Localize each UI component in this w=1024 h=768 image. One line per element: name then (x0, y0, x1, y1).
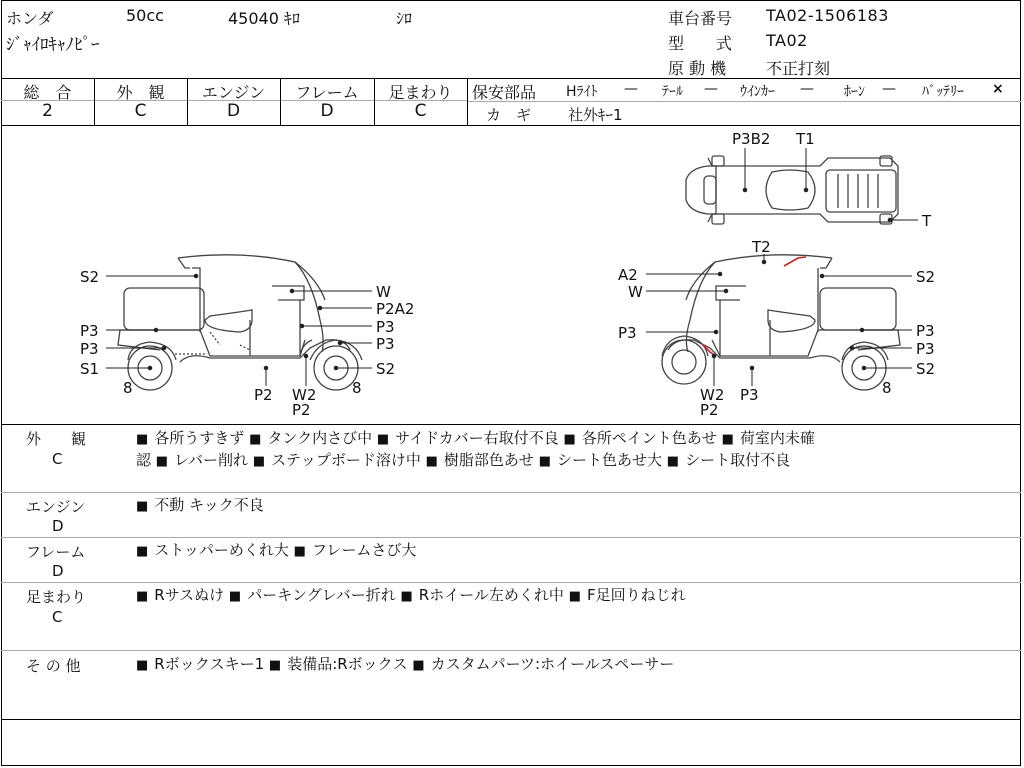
remark-item: ■ シート取付不良 (667, 451, 790, 469)
divider (1, 492, 1021, 493)
divider (1, 650, 1021, 651)
remark-item: ■ カスタムパーツ:ホイールスペーサー (412, 655, 674, 673)
engine-value: 不正打刻 (766, 59, 831, 78)
label-w: W (376, 283, 391, 301)
label-p3: P3 (916, 340, 935, 358)
key-value: 社外ｷｰ1 (568, 106, 623, 124)
remark-exterior-grade: C (52, 450, 63, 468)
damage-marks (702, 257, 806, 356)
label-p3: P3 (376, 335, 395, 353)
displacement: 50cc (126, 6, 164, 25)
mileage: 45040 ｷﾛ (228, 9, 300, 28)
maker: ホンダ (6, 9, 54, 28)
grade-suspension-label: 足まわり (388, 83, 453, 102)
left-leader-lines (106, 274, 372, 386)
remark-item: ■ 各所うすきず (136, 429, 244, 447)
grade-engine-value: D (226, 101, 241, 121)
remark-exterior-line2 (136, 449, 790, 473)
label-w2: W2 (292, 386, 317, 404)
grade-engine-label: エンジン (201, 83, 266, 102)
label-t1: T1 (796, 130, 815, 148)
remark-frame-label: フレーム (26, 543, 86, 561)
label-p3: P3 (80, 340, 99, 358)
remark-item: ■ レバー削れ (156, 451, 248, 469)
safety-horn-label: ﾎｰﾝ (844, 84, 865, 100)
remark-item: ■ ステップボード溶け中 (253, 451, 421, 469)
safety-tail-value: — (704, 81, 718, 97)
left-scooter-drawing (118, 255, 362, 390)
grade-frame-label: フレーム (295, 83, 359, 102)
type-label: 型 式 (668, 34, 733, 53)
label-s2: S2 (376, 360, 396, 378)
remark-engine-line1 (136, 494, 264, 518)
safety-headlight-value: — (624, 81, 638, 97)
remark-item: ■ 荷室内未確 (722, 429, 815, 447)
chassis-label: 車台番号 (668, 9, 733, 28)
divider (1, 719, 1021, 720)
remark-item: ■ Rボックスキー1 (136, 655, 264, 673)
remark-item: ■ F足回りねじれ (569, 586, 686, 604)
remark-item: ■ パーキングレバー折れ (229, 586, 396, 604)
divider (1, 537, 1021, 538)
remark-item: ■ シート色あせ大 (539, 451, 662, 469)
type-value: TA02 (766, 31, 808, 50)
label-w2: W2 (700, 386, 725, 404)
color: ｼﾛ (396, 9, 413, 28)
remark-other-line1 (136, 653, 674, 677)
remark-suspension-line1 (136, 584, 686, 608)
safety-winker-label: ｳｲﾝｶｰ (740, 84, 775, 100)
remark-engine-grade: D (52, 517, 64, 535)
label-p3: P3 (80, 322, 99, 340)
label-p3: P3 (618, 324, 637, 342)
scooter-diagram (0, 126, 1024, 426)
grade-exterior-value: C (134, 101, 147, 121)
label-p3: P3 (376, 318, 395, 336)
remark-item-prefix: 認 (136, 451, 152, 469)
label-s1: S1 (80, 360, 100, 378)
remark-engine-label: エンジン (26, 498, 86, 516)
label-p2: P2 (254, 386, 273, 404)
safety-battery-label: ﾊﾞｯﾃﾘｰ (922, 84, 964, 100)
label-p3: P3 (916, 322, 935, 340)
remark-item: ■ Rサスぬけ (136, 586, 224, 604)
remark-item: ■ フレームさび大 (294, 541, 417, 559)
chassis-value: TA02-1506183 (766, 6, 889, 25)
label-s2: S2 (916, 268, 936, 286)
label-t: T (922, 212, 932, 230)
grade-total-value: 2 (42, 101, 53, 121)
remark-item: ■ 装備品:Rボックス (269, 655, 408, 673)
label-8: 8 (352, 379, 362, 397)
right-leader-lines (646, 254, 912, 386)
safety-battery-value: × (992, 81, 1004, 97)
remark-suspension-grade: C (52, 608, 63, 626)
safety-horn-value: — (882, 81, 896, 97)
remark-item: ■ ストッパーめくれ大 (136, 541, 289, 559)
grade-suspension-value: C (414, 101, 427, 121)
remark-item: ■ 不動 キック不良 (136, 496, 264, 514)
label-p3b2: P3B2 (732, 130, 771, 148)
top-view-labels (732, 130, 932, 230)
remark-exterior-label: 外 観 (26, 430, 87, 448)
label-t2: T2 (752, 238, 771, 256)
divider (468, 101, 1021, 102)
label-s2: S2 (80, 268, 100, 286)
remark-frame-line1 (136, 539, 416, 563)
safety-headlight-label: Hﾗｲﾄ (566, 84, 598, 100)
divider (1, 424, 1021, 425)
grade-exterior-label: 外 観 (116, 83, 165, 102)
label-w: W (628, 283, 643, 301)
divider (1, 582, 1021, 583)
grade-total-label: 総 合 (23, 83, 72, 102)
label-s2: S2 (916, 360, 936, 378)
safety-tail-label: ﾃｰﾙ (662, 84, 683, 100)
grade-frame-value: D (320, 101, 334, 121)
label-p3: P3 (740, 386, 759, 404)
remark-exterior-line1 (136, 427, 815, 451)
label-8: 8 (882, 379, 892, 397)
remark-frame-grade: D (52, 562, 64, 580)
label-p2: P2 (700, 401, 719, 419)
top-view-drawing (686, 156, 898, 224)
label-p2: P2 (292, 401, 311, 419)
remark-other-label: そ の 他 (26, 657, 81, 675)
divider (467, 78, 468, 125)
remark-item: ■ Rホイール左めくれ中 (401, 586, 564, 604)
safety-winker-value: — (800, 81, 814, 97)
safety-title: 保安部品 (472, 83, 537, 102)
engine-label: 原 動 機 (668, 59, 727, 78)
model-name: ｼﾞｬｲﾛｷｬﾉﾋﾟｰ (6, 35, 100, 55)
remark-item: ■ タンク内さび中 (249, 429, 372, 447)
remark-item: ■ サイドカバー右取付不良 (377, 429, 559, 447)
remark-suspension-label: 足まわり (26, 588, 87, 606)
divider (1, 78, 1021, 79)
label-a2: A2 (618, 266, 638, 284)
remark-item: ■ 樹脂部色あせ (426, 451, 534, 469)
key-label: カ ギ (486, 106, 532, 124)
label-8: 8 (123, 379, 133, 397)
remark-item: ■ 各所ペイント色あせ (563, 429, 716, 447)
right-labels (618, 238, 935, 419)
label-p2a2: P2A2 (376, 300, 415, 318)
